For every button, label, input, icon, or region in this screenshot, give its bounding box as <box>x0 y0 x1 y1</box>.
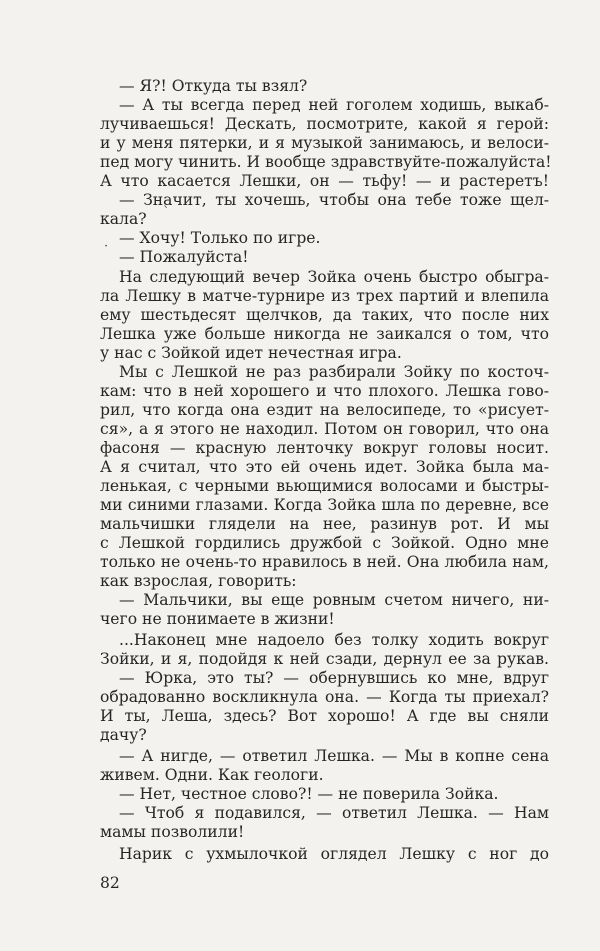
text-line: — Чтоб я подавился, — ответил Лешка. — Нам <box>119 804 549 822</box>
text-line: рил, что когда она ездит на велосипеде, то «рисует- <box>100 401 549 419</box>
page-number: 82 <box>100 874 120 892</box>
text-line: И ты, Леша, здесь? Вот хорошо! А где вы сняли <box>100 707 549 725</box>
text-line: кам: что в ней хорошего и что плохого. Лешка гово- <box>100 382 549 400</box>
text-line: ...Наконец мне надоело без толку ходить вокруг <box>119 631 549 649</box>
text-line: Мы с Лешкой не раз разбирали Зойку по косточ- <box>119 363 549 381</box>
text-line: обрадованно воскликнула она. — Когда ты приехал? <box>100 688 549 706</box>
text-line: мальчишки глядели на нее, разинув рот. И мы <box>100 515 549 533</box>
text-line: у нас с Зойкой идет нечестная игра. <box>100 344 402 362</box>
text-line: ми синими глазами. Когда Зойка шла по деревне, все <box>100 496 549 514</box>
text-line: ла Лешку в матче-турнире из трех партий и влепила <box>100 287 549 305</box>
print-speck-icon: ˋ <box>163 205 170 220</box>
text-line: как взрослая, говорить: <box>100 572 297 590</box>
text-line: — Хочу! Только по игре. <box>119 229 321 247</box>
text-line: Нарик с ухмылочкой оглядел Лешку с ног до <box>119 845 549 863</box>
text-line: живем. Одни. Как геологи. <box>100 766 324 784</box>
text-line: — Пожалуйста! <box>119 248 249 266</box>
text-line: мамы позволили! <box>100 823 245 841</box>
text-line: — А ты всегда перед ней гоголем ходишь, выкаб- <box>119 96 549 114</box>
text-line: — Юрка, это ты? — обернувшись ко мне, вдруг <box>119 669 549 687</box>
text-line: А я считал, что это ей очень идет. Зойка была ма- <box>100 458 549 476</box>
text-line: — Значит, ты хочешь, чтобы она тебе тоже щел- <box>119 191 549 209</box>
print-speck-icon: · <box>104 239 109 254</box>
text-line: и у меня пятерки, и я музыкой занимаюсь, и велоси- <box>100 134 549 152</box>
text-line: Лешка уже больше никогда не заикался о том, что <box>100 325 549 343</box>
text-line: фасоня — красную ленточку вокруг головы носит. <box>100 439 549 457</box>
text-line: только не очень-то нравилось в ней. Она любила нам, <box>100 553 549 571</box>
text-line: пед могу чинить. И вообще здравствуйте-пожалуйста! <box>100 153 552 171</box>
text-line: лучиваешься! Дескать, посмотрите, какой я герой: <box>100 115 549 133</box>
text-line: ся», а я этого не находил. Потом он говорил, что она <box>100 420 549 438</box>
text-line: чего не понимаете в жизни! <box>100 610 335 628</box>
text-line: ему шестьдесят щелчков, да таких, что после них <box>100 306 549 324</box>
text-line: — А нигде, — ответил Лешка. — Мы в копне сена <box>119 747 549 765</box>
text-line: дачу? <box>100 726 147 744</box>
text-line: — Я?! Откуда ты взял? <box>119 77 308 95</box>
text-line: — Мальчики, вы еще ровным счетом ничего, ни- <box>119 591 549 609</box>
text-line: с Лешкой гордились дружбой с Зойкой. Одно мне <box>100 534 549 552</box>
text-line: На следующий вечер Зойка очень быстро обыгра- <box>119 268 549 286</box>
text-line: А что касается Лешки, он — тьфу! — и растеретъ! <box>100 172 549 190</box>
text-line: ленькая, с черными вьющимися волосами и быстры- <box>100 477 549 495</box>
text-line: кала? <box>100 210 147 228</box>
text-line: Зойки, и я, подойдя к ней сзади, дернул ее за рукав. <box>100 650 549 668</box>
text-line: — Нет, честное слово?! — не поверила Зойка. <box>119 785 499 803</box>
